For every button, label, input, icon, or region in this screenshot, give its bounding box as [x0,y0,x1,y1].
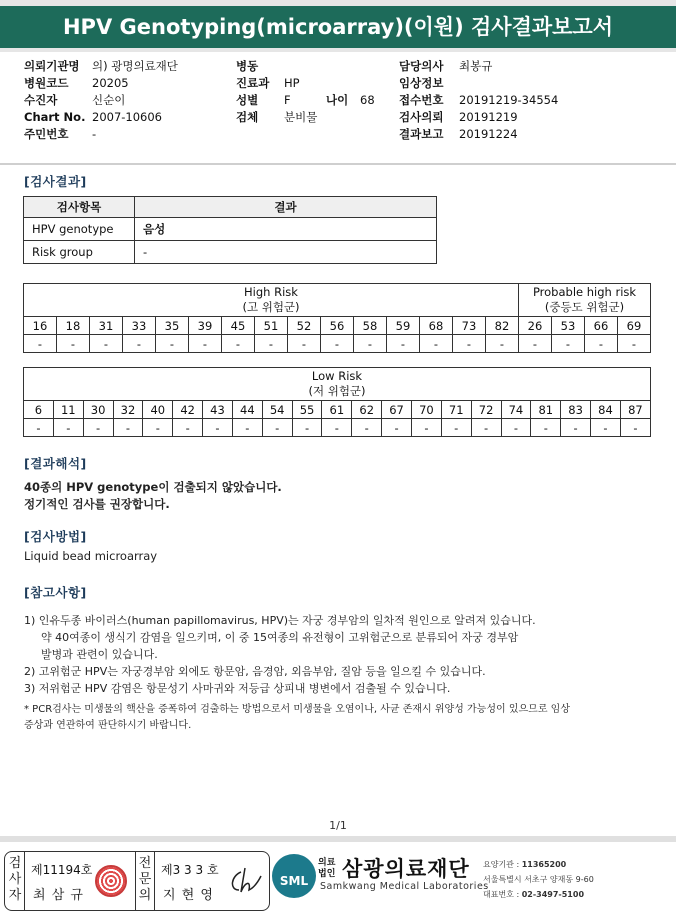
checker-label-char: 문 [138,872,152,887]
info-label-resident-no: 주민번호 [24,127,69,141]
low-risk-type: 62 [352,401,382,419]
high-risk-value: - [156,335,189,353]
interpretation-line-1: 40종의 HPV genotype이 검출되지 않았습니다. [24,480,282,494]
high-risk-type: 59 [387,317,420,335]
high-risk-value-row [24,335,651,353]
low-risk-value: - [411,419,441,437]
low-risk-table [23,367,651,437]
org-tel-label: 대표번호 : [483,890,522,899]
high-risk-type: 18 [57,317,90,335]
section-result-heading: [검사결과] [24,174,87,189]
info-label-clinical-info: 임상정보 [399,76,444,90]
note-2: 2) 고위험군 HPV는 자궁경부암 외에도 항문암, 음경암, 외음부암, 질암 등을 일으킬 수 있습니다. [24,665,486,678]
probable-high-risk-title: Probable high risk [532,285,637,299]
low-risk-value: - [203,419,233,437]
low-risk-caption [24,368,651,401]
high-risk-type: 33 [123,317,156,335]
probable-high-risk-subtitle: (중등도 위험군) [544,300,625,314]
result-header-item: 검사항목 [24,197,135,218]
high-risk-type: 16 [24,317,57,335]
high-risk-type: 82 [486,317,519,335]
pcr-note-line-1: * PCR검사는 미생물의 핵산을 증폭하여 검출하는 방법으로서 미생물을 오염이나, 사균 존재시 위양성 가능성이 있으므로 임상 [24,704,570,715]
info-value-chart-no: 2007-10606 [92,110,162,124]
report-title: HPV Genotyping(microarray)(이원) 검사결과보고서 [0,6,676,48]
info-label-department: 진료과 [236,76,270,90]
org-logo: SML [272,854,316,898]
info-value-age: 68 [360,93,375,107]
high-risk-type: 73 [453,317,486,335]
sign-divider [24,852,25,910]
high-risk-type: 58 [354,317,387,335]
info-label-specimen: 검체 [236,110,259,124]
tester-name: 최 삼 규 [33,888,84,903]
tester-label-char: 검 [8,856,22,871]
probable-risk-value: - [618,335,651,353]
tester-license-no: 제11194호 [31,863,93,877]
low-risk-value: - [620,419,650,437]
page-number: 1/1 [329,819,347,832]
org-address: 서울특별시 서초구 양재동 9-60 [483,875,594,884]
info-value-report-date: 20191224 [459,127,518,141]
info-value-department: HP [284,76,300,90]
note-1-cont: 발병과 관련이 있습니다. [41,648,158,661]
info-value-hospital-code: 20205 [92,76,129,90]
high-risk-value: - [255,335,288,353]
info-value-sex: F [284,93,291,107]
checker-license-no: 제3 3 3 호 [161,863,219,877]
low-risk-value: - [382,419,412,437]
low-risk-value: - [591,419,621,437]
low-risk-title: Low Risk [311,369,363,383]
low-risk-type: 44 [232,401,262,419]
info-label-report-date: 결과보고 [399,127,444,141]
info-value-request-date: 20191219 [459,110,518,124]
result-item: HPV genotype [24,218,135,241]
high-risk-value: - [453,335,486,353]
low-risk-value: - [561,419,591,437]
low-risk-value: - [24,419,54,437]
low-risk-type: 54 [262,401,292,419]
low-risk-type: 81 [531,401,561,419]
checker-name: 지 현 영 [163,888,214,903]
method-text: Liquid bead microarray [24,549,158,563]
high-risk-value: - [57,335,90,353]
low-risk-type: 71 [441,401,471,419]
sign-divider [135,852,136,910]
low-risk-type: 74 [501,401,531,419]
low-risk-value-row [24,419,651,437]
high-risk-type: 39 [189,317,222,335]
low-risk-subtitle: (저 위험군) [308,384,366,398]
org-contact [483,857,594,902]
info-label-institution: 의뢰기관명 [24,59,80,73]
report-header [0,0,676,52]
section-notes-heading: [참고사항] [24,585,87,600]
info-label-doctor: 담당의사 [399,59,444,73]
result-table [23,196,437,264]
info-label-request-date: 검사의뢰 [399,110,444,124]
info-value-specimen: 분비물 [284,110,318,124]
high-risk-value: - [24,335,57,353]
high-risk-subtitle: (고 위험군) [242,300,300,314]
signature-scribble [227,866,263,896]
low-risk-type: 40 [143,401,173,419]
low-risk-value: - [471,419,501,437]
table-row [24,241,437,264]
high-risk-value: - [321,335,354,353]
low-risk-value: - [83,419,113,437]
high-risk-caption [24,284,519,317]
signature-box [4,851,270,911]
info-label-hospital-code: 병원코드 [24,76,69,90]
high-risk-value: - [288,335,321,353]
sign-divider [154,852,155,910]
low-risk-value: - [531,419,561,437]
result-value: 음성 [135,218,437,241]
low-risk-value: - [143,419,173,437]
high-risk-value: - [189,335,222,353]
probable-risk-value: - [552,335,585,353]
low-risk-value: - [292,419,322,437]
tester-label-char: 자 [8,888,22,903]
info-label-sex: 성별 [236,93,259,107]
section-interpretation-heading: [결과해석] [24,456,87,471]
probable-risk-type: 69 [618,317,651,335]
high-risk-value: - [486,335,519,353]
low-risk-value: - [441,419,471,437]
high-risk-type: 68 [420,317,453,335]
checker-label-char: 전 [138,856,152,871]
info-label-patient: 수진자 [24,93,58,107]
high-risk-value: - [222,335,255,353]
low-risk-value: - [501,419,531,437]
high-risk-type: 31 [90,317,123,335]
high-risk-value: - [123,335,156,353]
interpretation-text [24,479,282,513]
probable-risk-value: - [519,335,552,353]
low-risk-type: 70 [411,401,441,419]
high-risk-type: 52 [288,317,321,335]
note-1-cont: 약 40여종이 생식기 감염을 일으키며, 이 중 15여종의 유전형이 고위험군으로 분류되어 자궁 경부암 [41,631,519,644]
note-1: 1) 인유두종 바이러스(human papillomavirus, HPV)는 자궁 경부암의 일차적 원인으로 알려져 있습니다. [24,614,536,627]
org-corp-label-1: 의료 [318,858,336,868]
low-risk-type: 55 [292,401,322,419]
tester-label [7,856,23,904]
footer-divider [0,836,676,842]
checker-label [137,856,153,904]
high-risk-value: - [387,335,420,353]
low-risk-type: 42 [173,401,203,419]
org-tel: 02-3497-5100 [521,890,585,899]
info-divider [0,163,676,165]
high-risk-value: - [420,335,453,353]
tester-seal-stamp [95,865,127,897]
info-value-receipt-no: 20191219-34554 [459,93,559,107]
info-label-receipt-no: 접수번호 [399,93,444,107]
probable-high-risk-caption [519,284,651,317]
org-code: 11365200 [521,860,567,869]
low-risk-value: - [322,419,352,437]
low-risk-type: 83 [561,401,591,419]
low-risk-type: 43 [203,401,233,419]
org-name: 삼광의료재단 [342,857,470,881]
low-risk-type: 61 [322,401,352,419]
info-label-ward: 병동 [236,59,259,73]
tester-label-char: 사 [8,872,22,887]
org-name-en: Samkwang Medical Laboratories [320,881,489,892]
info-col-1 [24,58,178,143]
result-item: Risk group [24,241,135,264]
low-risk-value: - [53,419,83,437]
high-risk-type-row [24,317,651,335]
high-risk-type: 45 [222,317,255,335]
notes-list [24,612,536,697]
probable-risk-type: 53 [552,317,585,335]
high-risk-type: 35 [156,317,189,335]
high-risk-value: - [90,335,123,353]
high-risk-value: - [354,335,387,353]
probable-risk-type: 66 [585,317,618,335]
low-risk-type: 87 [620,401,650,419]
high-risk-type: 51 [255,317,288,335]
pcr-note [24,702,570,734]
result-header-value: 결과 [135,197,437,218]
info-col-2 [236,58,375,126]
high-risk-table [23,283,651,353]
result-value: - [135,241,437,264]
high-risk-type: 56 [321,317,354,335]
low-risk-value: - [173,419,203,437]
low-risk-type: 67 [382,401,412,419]
low-risk-type-row [24,401,651,419]
low-risk-type: 30 [83,401,113,419]
info-label-age: 나이 [326,93,349,107]
info-value-patient: 신순이 [92,93,126,107]
section-method-heading: [검사방법] [24,529,87,544]
info-col-3 [399,58,558,143]
probable-risk-type: 26 [519,317,552,335]
probable-risk-value: - [585,335,618,353]
pcr-note-line-2: 증상과 연관하여 판단하시기 바랍니다. [24,720,192,731]
low-risk-type: 32 [113,401,143,419]
org-corp-label [318,858,335,880]
info-value-doctor: 최봉규 [459,59,493,73]
table-row [24,218,437,241]
low-risk-type: 72 [471,401,501,419]
low-risk-value: - [232,419,262,437]
low-risk-value: - [113,419,143,437]
org-code-label: 요양기관 : [483,860,522,869]
info-value-resident-no: - [92,127,97,141]
info-value-institution: 의) 광명의료재단 [92,59,178,73]
high-risk-title: High Risk [244,285,298,299]
checker-label-char: 의 [138,888,152,903]
low-risk-value: - [262,419,292,437]
note-3: 3) 저위험군 HPV 감염은 항문성기 사마귀와 저등급 상피내 병변에서 검출될 수 있습니다. [24,682,451,695]
interpretation-line-2: 정기적인 검사를 권장합니다. [24,497,170,511]
low-risk-type: 6 [24,401,54,419]
info-label-chart-no: Chart No. [24,110,86,124]
low-risk-type: 11 [53,401,83,419]
low-risk-value: - [352,419,382,437]
low-risk-type: 84 [591,401,621,419]
org-corp-label-2: 법인 [318,869,336,879]
